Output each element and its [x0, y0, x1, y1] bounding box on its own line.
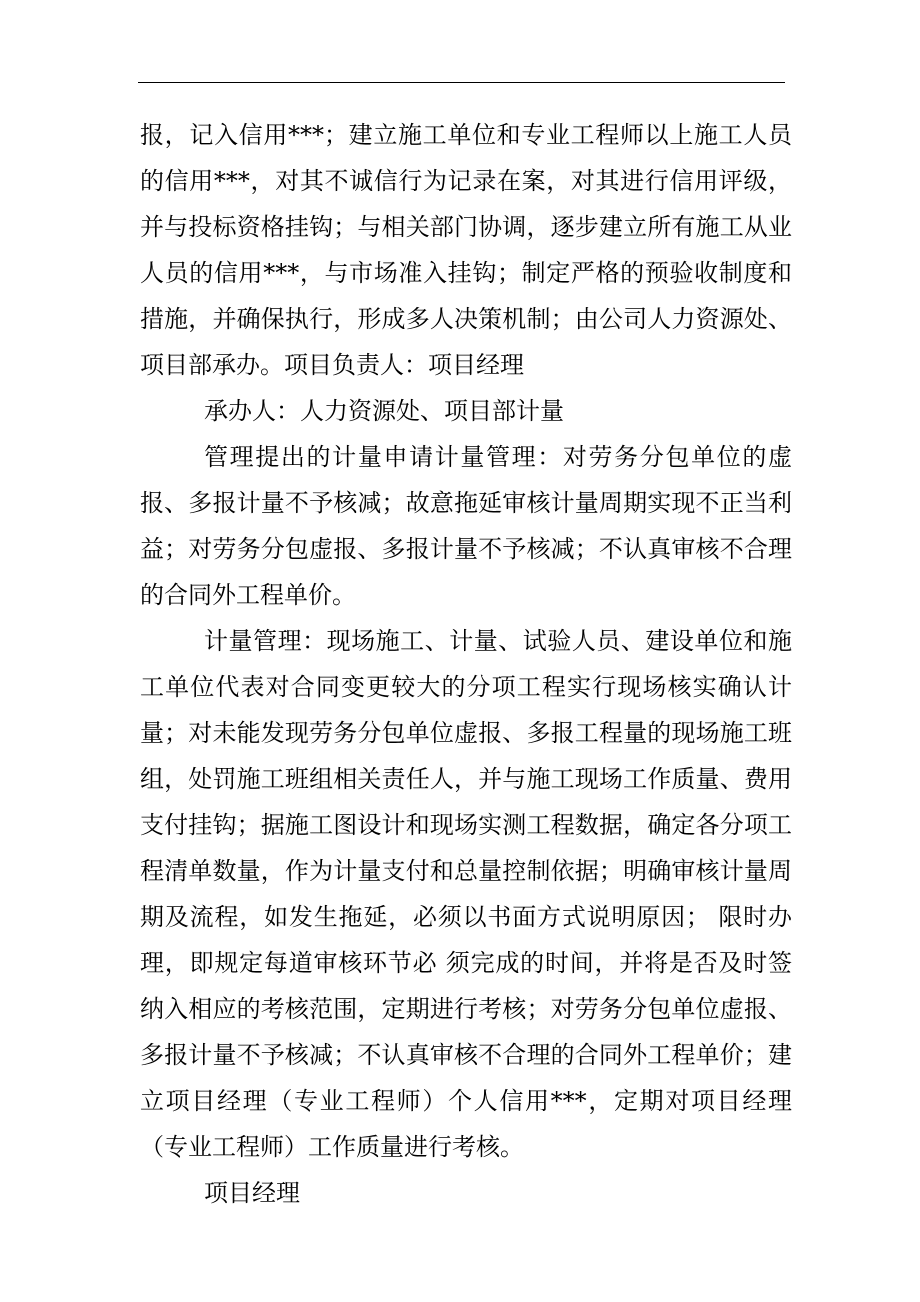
header-rule — [138, 82, 785, 83]
paragraph-undertaker: 承办人：人力资源处、项目部计量 — [204, 397, 564, 425]
paragraph-measurement-application: 管理提出的计量申请计量管理：对劳务分包单位的虚报、多报计量不予核减；故意拖延审核计量周期实现不正当利益；对劳务分包虚报、多报计量不予核减；不认真审核不合理的合同外工程单价。 — [140, 443, 792, 609]
paragraph-measurement-management: 计量管理：现场施工、计量、试验人员、建设单位和施工单位代表对合同变更较大的分项工程实行现场核实确认计量；对未能发现劳务分包单位虚报、多报工程量的现场施工班组，处罚施工班组相关责任人，并与施工现场工作质量、费用支付挂钩；据施工图设计和现场实测工程数据，确定各分项工程清单数量，作为计量支付和总量控制依据；明确审核计量周期及流程，如发生拖延，必须以书面方式说明原因； 限时办理，即规定每道审核环节必 须完成的时间，并将是否及时签纳入相应的考核范围，定期进行考核；对劳务分包单位虚报、多报计量不予核减；不认真审核不合理的合同外工程单价；建立项目经理（专业工程师）个人信用***，定期对项目经理（专业工程师）工作质量进行考核。 — [140, 627, 792, 1161]
paragraph-credit-system: 报，记入信用***；建立施工单位和专业工程师以上施工人员的信用***，对其不诚信行为记录在案，对其进行信用评级，并与投标资格挂钩；与相关部门协调，逐步建立所有施工从业人员的信用***，与市场准入挂钩；制定严格的预验收制度和措施，并确保执行，形成多人决策机制；由公司人力资源处、项目部承办。项目负责人：项目经理 — [140, 121, 792, 379]
paragraph-project-manager: 项目经理 — [204, 1179, 300, 1207]
document-body — [140, 112, 792, 1216]
